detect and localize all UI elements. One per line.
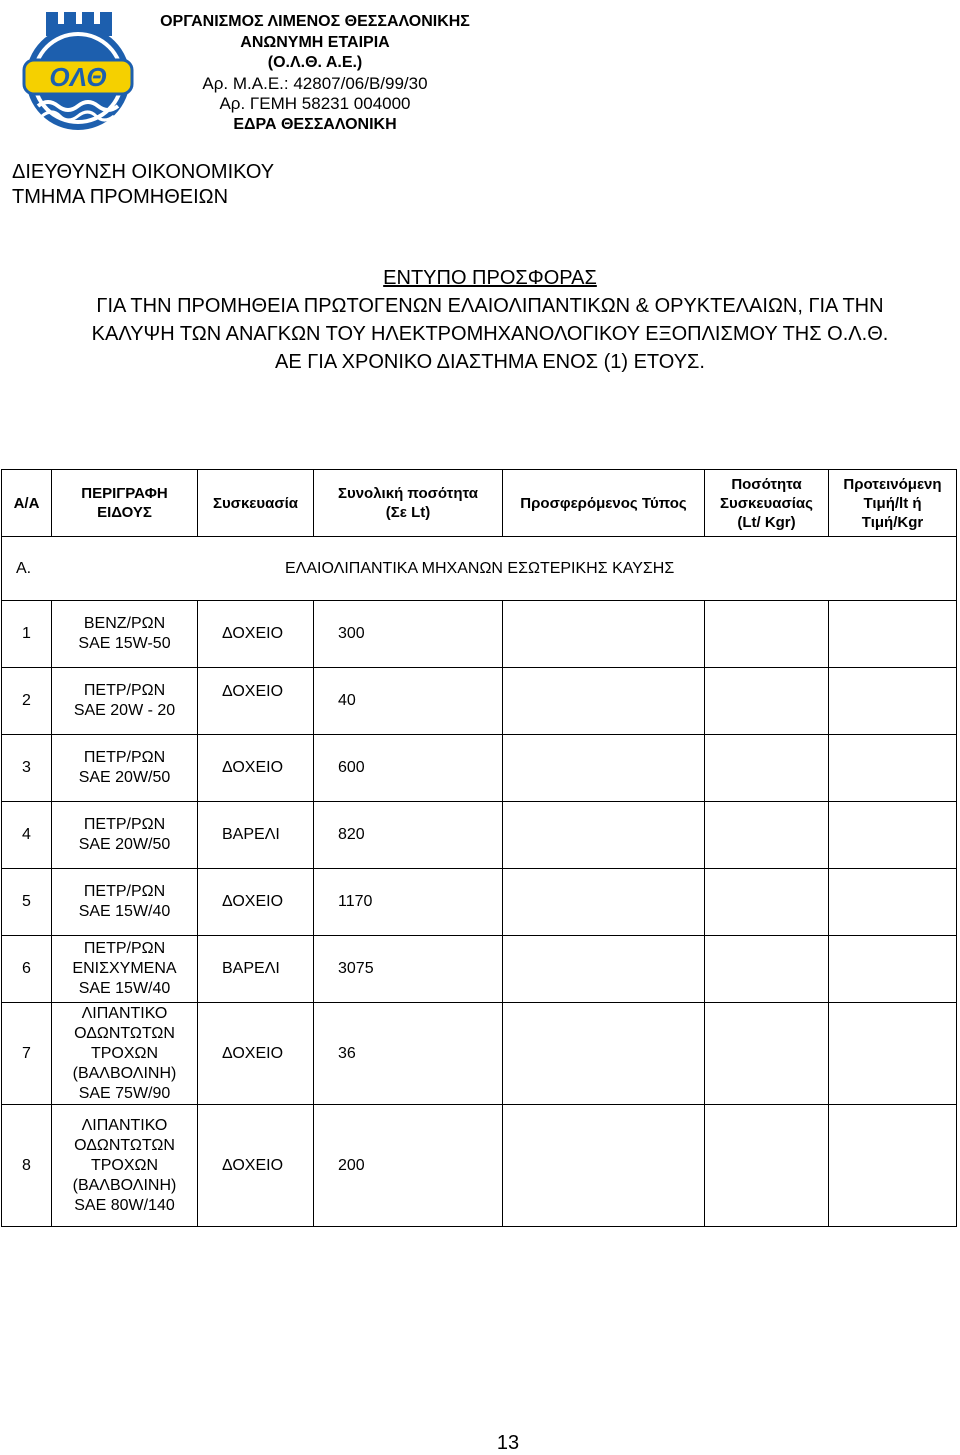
row-price-input[interactable] (829, 869, 957, 936)
row-offered-type-input[interactable] (503, 936, 705, 1003)
row-offered-type-input[interactable] (503, 735, 705, 802)
department-block (12, 160, 274, 210)
row-price-input[interactable] (829, 668, 957, 735)
row-description: ΠΕΤΡ/ΡΩΝ ΕΝΙΣΧΥΜΕΝΑ SAE 15W/40 (52, 936, 198, 1003)
table-row (2, 1105, 957, 1227)
row-description: ΠΕΤΡ/ΡΩΝ SAE 20W - 20 (52, 668, 198, 735)
table-row (2, 668, 957, 735)
row-packaging: ΒΑΡΕΛΙ (198, 936, 314, 1003)
row-price-input[interactable] (829, 1003, 957, 1105)
row-package-quantity-input[interactable] (705, 1003, 829, 1105)
row-description: ΒΕΝΖ/ΡΩΝ SAE 15W-50 (52, 601, 198, 668)
row-offered-type-input[interactable] (503, 802, 705, 869)
row-quantity: 600 (314, 735, 503, 802)
row-package-quantity-input[interactable] (705, 601, 829, 668)
row-offered-type-input[interactable] (503, 668, 705, 735)
header-proposed-price: Προτεινόμενη Τιμή/lt ή Τιμή/Kgr (829, 470, 957, 537)
row-offered-type-input[interactable] (503, 601, 705, 668)
row-price-input[interactable] (829, 936, 957, 1003)
org-line-3: (Ο.Λ.Θ. Α.Ε.) (267, 54, 363, 71)
row-description: ΠΕΤΡ/ΡΩΝ SAE 15W/40 (52, 869, 198, 936)
table-row (2, 802, 957, 869)
row-package-quantity-input[interactable] (705, 735, 829, 802)
row-aa: 5 (2, 869, 52, 936)
row-description: ΠΕΤΡ/ΡΩΝ SAE 20W/50 (52, 735, 198, 802)
org-line-2: ΑΝΩΝΥΜΗ ΕΤΑΙΡΙΑ (240, 33, 390, 51)
row-aa: 1 (2, 601, 52, 668)
table-row (2, 869, 957, 936)
row-aa: 3 (2, 735, 52, 802)
row-package-quantity-input[interactable] (705, 668, 829, 735)
row-packaging: ΔΟΧΕΙΟ (198, 735, 314, 802)
organization-header (140, 12, 490, 135)
form-subject-line-2: ΚΑΛΥΨΗ ΤΩΝ ΑΝΑΓΚΩΝ ΤΟΥ ΗΛΕΚΤΡΟΜΗΧΑΝΟΛΟΓΙΚΟΥ ΕΞΟΠΛΙΣΜΟΥ ΤΗΣ Ο.Λ.Θ. (91, 323, 889, 345)
row-aa: 6 (2, 936, 52, 1003)
row-description: ΛΙΠΑΝΤΙΚΟ ΟΔΩΝΤΩΤΩΝ ΤΡΟΧΩΝ (ΒΑΛΒΟΛΙΝΗ) SAE 80W/140 (52, 1105, 198, 1227)
row-quantity: 300 (314, 601, 503, 668)
row-packaging: ΔΟΧΕΙΟ (198, 601, 314, 668)
organization-logo (12, 6, 142, 134)
org-line-6: ΕΔΡΑ ΘΕΣΣΑΛΟΝΙΚΗ (233, 115, 397, 133)
section-row (2, 537, 957, 601)
row-package-quantity-input[interactable] (705, 1105, 829, 1227)
row-offered-type-input[interactable] (503, 1003, 705, 1105)
header-offered-type: Προσφερόμενος Τύπος (503, 470, 705, 537)
row-price-input[interactable] (829, 1105, 957, 1227)
row-package-quantity-input[interactable] (705, 802, 829, 869)
section-title: ΕΛΑΙΟΛΙΠΑΝΤΙΚΑ ΜΗΧΑΝΩΝ ΕΣΩΤΕΡΙΚΗΣ ΚΑΥΣΗΣ (285, 560, 675, 577)
row-package-quantity-input[interactable] (705, 936, 829, 1003)
table-row (2, 735, 957, 802)
offer-table (1, 469, 957, 1227)
logo-text: ΟΛΘ (49, 62, 107, 92)
page-number: 13 (496, 1432, 520, 1454)
form-subject-line-1: ΓΙΑ ΤΗΝ ΠΡΟΜΗΘΕΙΑ ΠΡΩΤΟΓΕΝΩΝ ΕΛΑΙΟΛΙΠΑΝΤΙΚΩΝ & ΟΡΥΚΤΕΛΑΙΩΝ, ΓΙΑ ΤΗΝ (96, 295, 884, 317)
org-line-1: ΟΡΓΑΝΙΣΜΟΣ ΛΙΜΕΝΟΣ ΘΕΣΣΑΛΟΝΙΚΗΣ (160, 13, 470, 30)
row-offered-type-input[interactable] (503, 1105, 705, 1227)
row-offered-type-input[interactable] (503, 869, 705, 936)
table-row (2, 936, 957, 1003)
row-description: ΠΕΤΡ/ΡΩΝ SAE 20W/50 (52, 802, 198, 869)
row-packaging: ΔΟΧΕΙΟ (198, 1105, 314, 1227)
header-total-quantity: Συνολική ποσότητα (Σε Lt) (314, 470, 503, 537)
row-quantity: 1170 (314, 869, 503, 936)
row-aa: 4 (2, 802, 52, 869)
section-label: Α. (16, 560, 32, 577)
header-packaging: Συσκευασία (198, 470, 314, 537)
row-package-quantity-input[interactable] (705, 869, 829, 936)
row-quantity: 200 (314, 1105, 503, 1227)
table-row (2, 1003, 957, 1105)
row-packaging: ΔΟΧΕΙΟ (198, 869, 314, 936)
row-quantity: 36 (314, 1003, 503, 1105)
form-title-block (60, 264, 920, 376)
row-aa: 2 (2, 668, 52, 735)
row-quantity: 820 (314, 802, 503, 869)
section-name: ΤΜΗΜΑ ΠΡΟΜΗΘΕΙΩΝ (12, 186, 229, 208)
header-aa: Α/Α (2, 470, 52, 537)
row-quantity: 3075 (314, 936, 503, 1003)
header-description: ΠΕΡΙΓΡΑΦΗ ΕΙΔΟΥΣ (52, 470, 198, 537)
org-line-5: Αρ. ΓΕΜΗ 58231 004000 (219, 94, 411, 113)
row-price-input[interactable] (829, 735, 957, 802)
department-name: ΔΙΕΥΘΥΝΣΗ ΟΙΚΟΝΟΜΙΚΟΥ (12, 161, 275, 183)
form-subject-line-3: ΑΕ ΓΙΑ ΧΡΟΝΙΚΟ ΔΙΑΣΤΗΜΑ ΕΝΟΣ (1) ΕΤΟΥΣ. (275, 351, 705, 373)
row-packaging: ΔΟΧΕΙΟ (198, 1003, 314, 1105)
row-aa: 8 (2, 1105, 52, 1227)
header-package-quantity: Ποσότητα Συσκευασίας (Lt/ Kgr) (705, 470, 829, 537)
row-aa: 7 (2, 1003, 52, 1105)
row-description: ΛΙΠΑΝΤΙΚΟ ΟΔΩΝΤΩΤΩΝ ΤΡΟΧΩΝ (ΒΑΛΒΟΛΙΝΗ) SAE 75W/90 (52, 1003, 198, 1105)
row-packaging: ΒΑΡΕΛΙ (198, 802, 314, 869)
row-quantity: 40 (314, 668, 503, 735)
row-packaging: ΔΟΧΕΙΟ (198, 668, 314, 735)
table-header-row (2, 470, 957, 537)
port-authority-logo-icon (12, 6, 142, 134)
form-heading: ΕΝΤΥΠΟ ΠΡΟΣΦΟΡΑΣ (383, 267, 597, 289)
org-line-4: Αρ. Μ.Α.Ε.: 42807/06/Β/99/30 (202, 73, 428, 93)
table-row (2, 601, 957, 668)
row-price-input[interactable] (829, 601, 957, 668)
row-price-input[interactable] (829, 802, 957, 869)
